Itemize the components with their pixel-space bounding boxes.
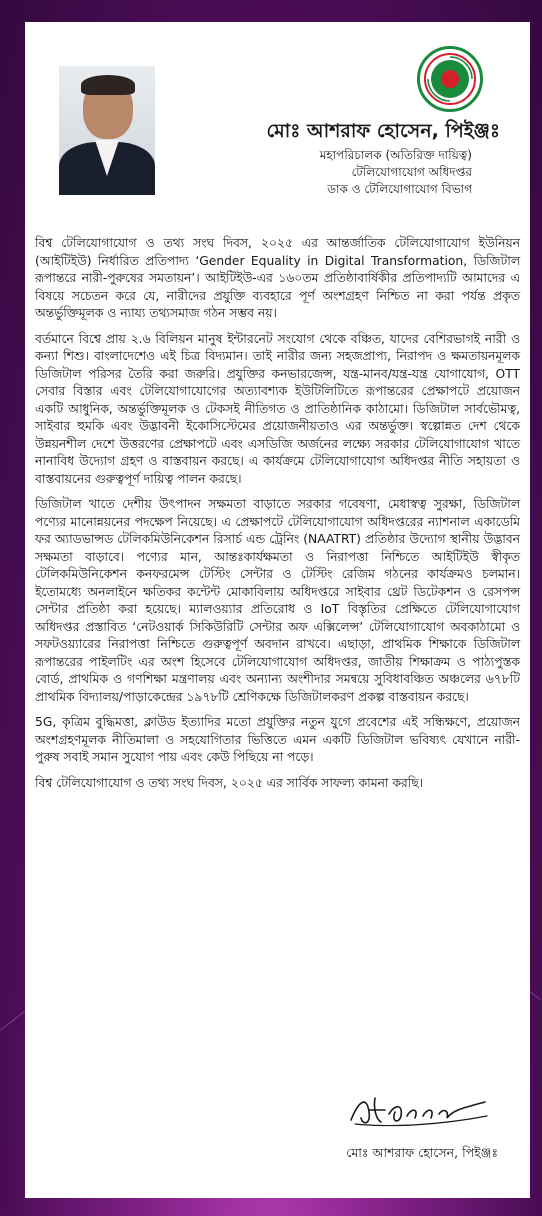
official-name: মোঃ আশরাফ হোসেন, পিইঞ্জঃ bbox=[266, 120, 500, 142]
message-body bbox=[35, 235, 520, 800]
government-seal-logo bbox=[417, 46, 483, 112]
ministry: ডাক ও টেলিযোগাযোগ বিভাগ bbox=[327, 182, 472, 196]
paragraph: বিশ্ব টেলিযোগাযোগ ও তথ্য সংঘ দিবস, ২০২৫ এর আন্তর্জাতিক টেলিযোগাযোগ ইউনিয়ন (আইটিইউ) নির্ধারিত প্রতিপাদ্য ‘Gender Equality in Digital Transformation, ডিজিটাল রূপান্তরে নারী-পুরুষের সমতায়ন’। আইটিইউ-এর ১৬০তম প্রতিষ্ঠাবার্ষিকীর প্রতিপাদ্যটি আমাদের এ বিষয়ে সচেতন করে যে, নারীদের প্রযুক্তি ব্যবহারে পূর্ণ অংশগ্রহণ নিশ্চিত না করা পর্যন্ত প্রকৃত অন্তর্ভুক্তিমূলক ও ন্যায্য তথ্যসমাজ গঠন সম্ভব নয়। bbox=[35, 236, 520, 320]
paragraph: বিশ্ব টেলিযোগাযোগ ও তথ্য সংঘ দিবস, ২০২৫ এর সার্বিক সাফল্য কামনা করছি। bbox=[35, 775, 424, 790]
paragraph: বর্তমানে বিশ্বে প্রায় ২.৬ বিলিয়ন মানুষ ইন্টারনেট সংযোগ থেকে বঞ্চিত, যাদের বেশিরভাগই নারী ও কন্যা শিশু। বাংলাদেশেও এই চিত্র বিদ্যমান। তাই নারীর জন্য সহজপ্রাপ্য, নিরাপদ ও ক্ষমতায়নমূলক ডিজিটাল পরিসর তৈরি করা জরুরি। প্রযুক্তির কনভারজেন্স, যন্ত্র-মানব/যন্ত্র-যন্ত্র যোগাযোগ, OTT সেবার বিস্তার এবং টেলিযোগাযোগের অত্যাবশ্যক ইউটিলিটিতে রূপান্তরের প্রেক্ষাপটে প্রয়োজন একটি আধুনিক, অন্তর্ভুক্তিমূলক ও টেকসই নীতিগত ও প্রাতিষ্ঠানিক কাঠামো। ডিজিটাল সার্বভৌমত্ব, সাইবার হুমকি এবং উদ্ভাবনী ইকোসিস্টেমের প্রয়োজনীয়তাও এর অন্তর্ভুক্ত। স্বল্পোন্নত দেশ থেকে উন্নয়নশীল দেশে উত্তরণের প্রেক্ষাপটে এবং এসডিজি অর্জনের লক্ষ্যে সরকার টেলিযোগাযোগ খাতে নানাবিধ উদ্যোগ গ্রহণ ও বাস্তবায়ন করছে। এ কার্যক্রমে টেলিযোগাযোগ অধিদপ্তর নীতি সহায়তা ও বাস্তবায়নের গুরুত্বপূর্ণ দায়িত্ব পালন করছে। bbox=[35, 331, 520, 486]
department: টেলিযোগাযোগ অধিদপ্তর bbox=[351, 165, 472, 179]
handwritten-signature bbox=[345, 1090, 495, 1130]
paragraph: 5G, কৃত্রিম বুদ্ধিমত্তা, ক্লাউড ইত্যাদির মতো প্রযুক্তির নতুন যুগে প্রবেশের এই সন্ধিক্ষণে, প্রয়োজন অংশগ্রহণমূলক নীতিমালা ও সহযোগিতার ভিত্তিতে এমন একটি ডিজিটাল ভবিষ্যৎ যেখানে নারী-পুরুষ সবাই সমান সুযোগ পায় এবং কেউ পিছিয়ে না পড়ে। bbox=[35, 715, 520, 764]
portrait-photo bbox=[59, 66, 155, 195]
designation: মহাপরিচালক (অতিরিক্ত দায়িত্ব) bbox=[319, 148, 472, 162]
paragraph: ডিজিটাল খাতে দেশীয় উৎপাদন সক্ষমতা বাড়াতে সরকার গবেষণা, মেধাস্বত্ব সুরক্ষা, ডিজিটাল পণ্যের মানোন্নয়নের পদক্ষেপ নিয়েছে। এ প্রেক্ষাপটে টেলিযোগাযোগ অধিদপ্তরের ন্যাশনাল একাডেমি ফর অ্যাডভান্সড টেলিকমিউনিকেশন রিসার্চ এন্ড ট্রেনিং (NAATRT) প্রতিষ্ঠার উদ্যোগ স্থানীয় উদ্ভাবন সক্ষমতা বাড়াবে। পণ্যের মান, আন্তঃকার্যক্ষমতা ও নিরাপত্তা নিশ্চিতে আইটিইউ স্বীকৃত টেলিকমিউনিকেশন কনফরমেন্স টেস্টিং সেন্টার ও টেস্টিং রেজিম গঠনের কার্যক্রমও চলমান। ইতোমধ্যে অনলাইনে ক্ষতিকর কন্টেন্ট মোকাবিলায় অধিদপ্তরে সাইবার থ্রেট ডিটেকশন ও রেসপন্স সেন্টার প্রতিষ্ঠা করা হয়েছে। ম্যালওয়্যার প্রতিরোধ ও IoT বিস্তৃতির প্রেক্ষিতে টেলিযোগাযোগ অধিদপ্তর প্রস্তাবিত ‘নেটওয়ার্ক সিকিউরিটি সেন্টার অফ এক্সিলেন্স’ টেলিযোগাযোগ অবকাঠামো ও সফটওয়্যারের নিরাপত্তা নিশ্চিতে গুরুত্বপূর্ণ অবদান রাখবে। এছাড়া, প্রাথমিক শিক্ষাকে ডিজিটাল রূপান্তরের পাইলটিং এর অংশ হিসেবে টেলিযোগাযোগ অধিদপ্তর, জাতীয় শিক্ষাক্রম ও পাঠ্যপুস্তক বোর্ড, প্রাথমিক ও গণশিক্ষা মন্ত্রণালয় এবং অন্যান্য অংশীদার সমন্বয়ে সুবিধাবঞ্চিত অঞ্চলের ৬৭৮টি প্রাথমিক বিদ্যালয়/পাড়াকেন্দ্রের ১৯৭৮টি শ্রেণিকক্ষে ডিজিটালকরণ প্রকল্প বাস্তবায়ন করছে। bbox=[35, 497, 520, 704]
message-card bbox=[25, 22, 530, 1198]
official-title-block bbox=[172, 147, 472, 198]
signatory-name: মোঃ আশরাফ হোসেন, পিইঞ্জঃ bbox=[346, 1145, 498, 1160]
